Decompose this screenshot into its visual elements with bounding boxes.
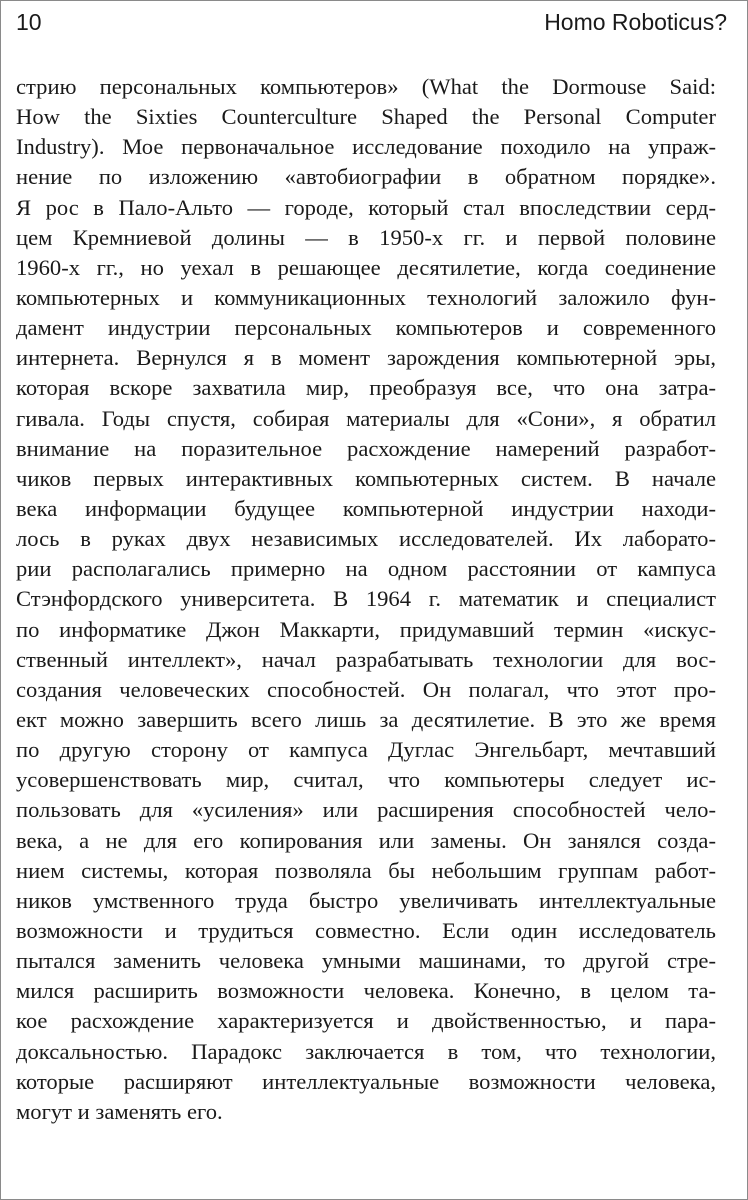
text-line: доксальностью. Парадокс заключается в том, что технологии,: [16, 1038, 716, 1064]
text-line: мился расширить возможности человека. Конечно, в целом та-: [16, 978, 716, 1004]
text-line: пытался заменить человека умными машинами, то другой стре-: [16, 948, 716, 974]
text-line: века, а не для его копирования или замены. Он занялся созда-: [16, 827, 716, 853]
text-line: стрию персональных компьютеров» (What the Dormouse Said:: [16, 74, 716, 99]
text-line: могут и заменять его.: [16, 1098, 223, 1124]
text-line: кое расхождение характеризуется и двойственностью, и пара-: [16, 1008, 716, 1034]
text-line: века информации будущее компьютерной индустрии находи-: [16, 495, 716, 521]
text-line: чиков первых интерактивных компьютерных систем. В начале: [16, 465, 716, 491]
text-line: How the Sixties Counterculture Shaped the Personal Computer: [16, 104, 716, 130]
running-header: [1, 1, 747, 41]
text-line: Industry). Мое первоначальное исследование походило на упраж-: [16, 134, 716, 160]
text-line: 1960-х гг., но уехал в решающее десятилетие, когда соединение: [16, 254, 716, 280]
text-line: цем Кремниевой долины — в 1950-х гг. и первой половине: [16, 224, 716, 250]
text-line: пользовать для «усиления» или расширения способностей чело-: [16, 797, 716, 823]
running-title: Homo Roboticus?: [544, 9, 727, 35]
text-line: Я рос в Пало-Альто — городе, который стал впоследствии серд-: [16, 194, 716, 220]
text-line: создания человеческих способностей. Он полагал, что этот про-: [16, 676, 716, 702]
text-line: Стэнфордского университета. В 1964 г. математик и специалист: [16, 586, 716, 612]
text-line: дамент индустрии персональных компьютеров и современного: [16, 315, 716, 341]
text-line: ников умственного труда быстро увеличивать интеллектуальные: [16, 887, 716, 913]
text-line: которая вскоре захватила мир, преобразуя все, что она затра-: [16, 375, 716, 401]
text-line: внимание на поразительное расхождение намерений разработ-: [16, 435, 716, 461]
text-line: которые расширяют интеллектуальные возможности человека,: [16, 1068, 716, 1094]
text-line: рии располагались примерно на одном расстоянии от кампуса: [16, 556, 716, 582]
page-number: 10: [16, 9, 42, 35]
text-line: усовершенствовать мир, считал, что компьютеры следует ис-: [16, 767, 716, 793]
text-line: компьютерных и коммуникационных технологий заложило фун-: [16, 284, 716, 310]
body-paragraph: [16, 72, 716, 1127]
text-line: интернета. Вернулся я в момент зарождения компьютерной эры,: [16, 345, 716, 371]
text-line: по информатике Джон Маккарти, придумавший термин «искус-: [16, 616, 716, 642]
text-line: лось в руках двух независимых исследователей. Их лаборато-: [16, 526, 716, 552]
text-line: возможности и трудиться совместно. Если один исследователь: [16, 917, 716, 943]
text-line: ект можно завершить всего лишь за десятилетие. В это же время: [16, 706, 716, 732]
text-line: гивала. Годы спустя, собирая материалы для «Сони», я обратил: [16, 405, 716, 431]
text-line: по другую сторону от кампуса Дуглас Энгельбарт, мечтавший: [16, 737, 716, 763]
text-line: нием системы, которая позволяла бы небольшим группам работ-: [16, 857, 716, 883]
text-line: нение по изложению «автобиографии в обратном порядке».: [16, 164, 716, 190]
text-line: ственный интеллект», начал разрабатывать технологии для вос-: [16, 646, 716, 672]
